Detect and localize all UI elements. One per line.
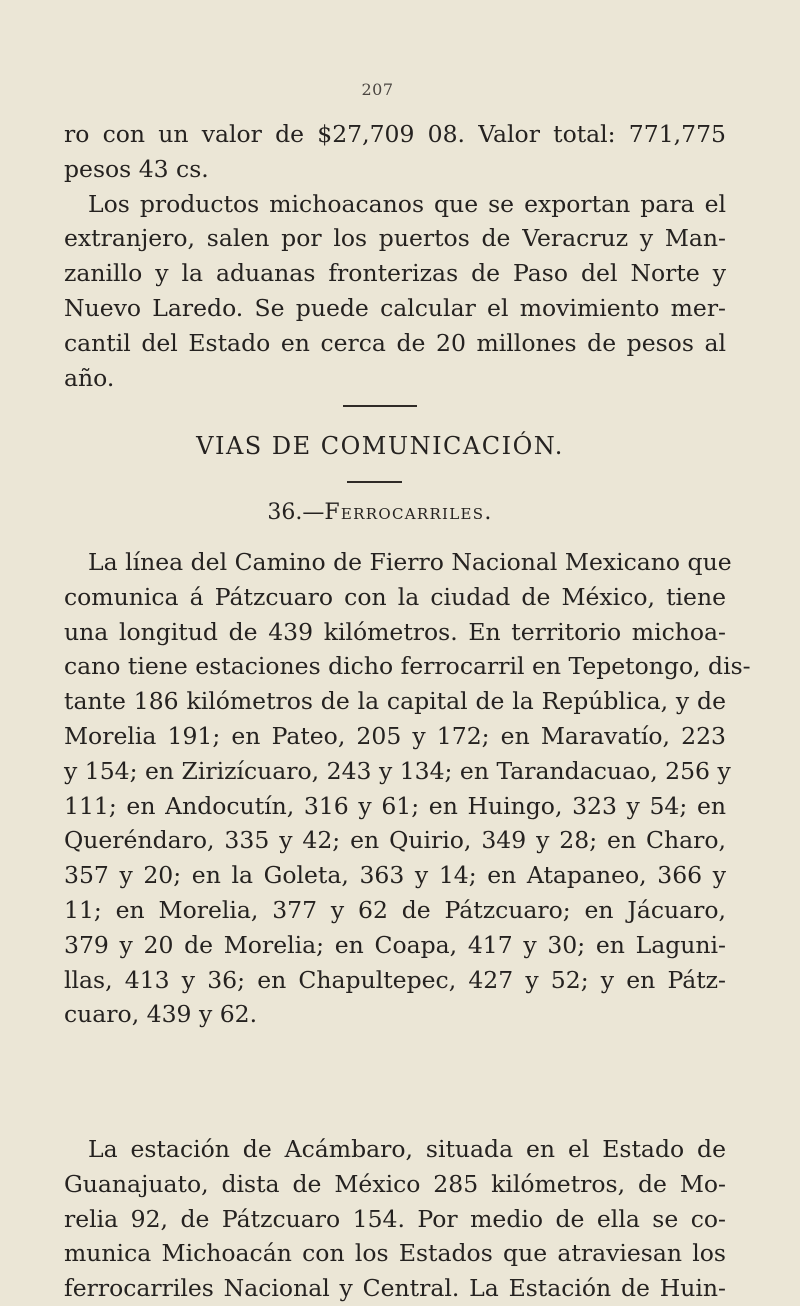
text-line: pesos 43 cs. bbox=[64, 154, 209, 183]
text-line: relia 92, de Pátzcuaro 154. Por medio de ella se co- bbox=[64, 1204, 726, 1233]
text-line: 357 y 20; en la Goleta, 363 y 14; en Atapaneo, 366 y bbox=[64, 861, 726, 890]
section-divider-top bbox=[343, 405, 417, 407]
text-line: tante 186 kilómetros de la capital de la República, y de bbox=[64, 687, 726, 716]
section-title: VIAS DE COMUNICACIÓN. bbox=[196, 432, 564, 460]
text-line: cuaro, 439 y 62. bbox=[64, 1000, 258, 1029]
text-line: extranjero, salen por los puertos de Veracruz y Man- bbox=[64, 224, 726, 253]
text-line: comunica á Pátzcuaro con la ciudad de México, tiene bbox=[64, 582, 726, 611]
text-line: una longitud de 439 kilómetros. En territorio michoa- bbox=[64, 617, 726, 646]
railway-paragraph bbox=[64, 545, 751, 1032]
text-line: munica Michoacán con los Estados que atraviesan los bbox=[64, 1239, 726, 1268]
subsection-number: 36.— bbox=[267, 500, 325, 525]
text-line: ro con un valor de $27,709 08. Valor total: 771,775 bbox=[64, 120, 726, 148]
text-line: cantil del Estado en cerca de 20 millones de pesos al bbox=[64, 328, 726, 357]
subsection-title: Ferrocarriles. bbox=[324, 500, 493, 525]
subsection-heading bbox=[0, 500, 760, 525]
page-number: 207 bbox=[361, 80, 394, 99]
text-line: llas, 413 y 36; en Chapultepec, 427 y 52; y en Pátz- bbox=[64, 965, 726, 994]
text-line: año. bbox=[64, 363, 115, 392]
text-line: La línea del Camino de Fierro Nacional Mexicano que bbox=[88, 548, 732, 576]
text-line: Guanajuato, dista de México 285 kilómetros, de Mo- bbox=[64, 1169, 726, 1198]
text-line: 11; en Morelia, 377 y 62 de Pátzcuaro; en Jácuaro, bbox=[64, 895, 726, 924]
text-line: y 154; en Zirizícuaro, 243 y 134; en Tarandacuao, 256 y bbox=[64, 756, 731, 785]
text-line: La estación de Acámbaro, situada en el Estado de bbox=[88, 1135, 726, 1163]
intro-paragraph bbox=[64, 117, 726, 395]
acambaro-paragraph bbox=[64, 1132, 726, 1306]
text-line: cano tiene estaciones dicho ferrocarril en Tepetongo, dis- bbox=[64, 652, 751, 681]
text-line: Nuevo Laredo. Se puede calcular el movimiento mer- bbox=[64, 293, 726, 322]
text-line: Queréndaro, 335 y 42; en Quirio, 349 y 28; en Charo, bbox=[64, 826, 726, 855]
text-line: zanillo y la aduanas fronterizas de Paso del Norte y bbox=[64, 259, 726, 288]
text-line: 379 y 20 de Morelia; en Coapa, 417 y 30; en Laguni- bbox=[64, 930, 726, 959]
text-line: Morelia 191; en Pateo, 205 y 172; en Maravatío, 223 bbox=[64, 721, 726, 750]
text-line: ferrocarriles Nacional y Central. La Estación de Huin- bbox=[64, 1274, 726, 1303]
section-divider-bottom bbox=[347, 481, 402, 483]
text-line: 111; en Andocutín, 316 y 61; en Huingo, 323 y 54; en bbox=[64, 791, 726, 820]
text-line: Los productos michoacanos que se exportan para el bbox=[88, 189, 726, 218]
